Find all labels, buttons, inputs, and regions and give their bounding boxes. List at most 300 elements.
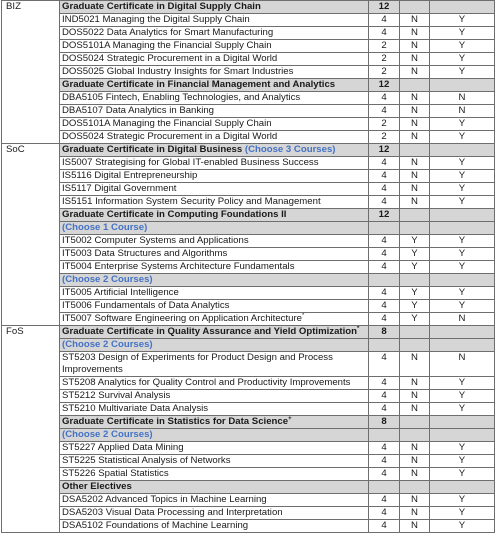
units-cell — [369, 339, 400, 352]
units-cell — [369, 287, 400, 300]
units-value: 2 — [381, 40, 387, 51]
choose-note-cell — [60, 274, 369, 287]
table-row — [2, 287, 495, 300]
units-cell — [369, 248, 400, 261]
course-title: DOS5022 Data Analytics for Smart Manufacturing — [62, 27, 274, 38]
choose-note: (Choose 3 Courses) — [244, 144, 336, 155]
column-4-cell — [430, 92, 495, 105]
units-cell — [369, 1, 400, 14]
certificate-title: Graduate Certificate in Digital Supply Chain — [62, 1, 261, 12]
course-title-cell — [60, 170, 369, 183]
table-row — [2, 494, 495, 507]
course-title: DBA5107 Data Analytics in Banking — [62, 105, 214, 116]
course-title-cell — [60, 390, 369, 403]
units-cell — [369, 235, 400, 248]
column-4-cell — [430, 79, 495, 92]
units-value: 4 — [381, 170, 387, 181]
units-value: 12 — [378, 1, 390, 12]
course-title: ST5227 Applied Data Mining — [62, 442, 184, 453]
column-4-cell — [430, 222, 495, 235]
column-4-cell — [430, 468, 495, 481]
column-3-cell — [400, 248, 430, 261]
table-row — [2, 442, 495, 455]
units-value: 4 — [381, 27, 387, 38]
column-3-cell — [400, 92, 430, 105]
course-title: DSA5202 Advanced Topics in Machine Learning — [62, 494, 267, 505]
units-value: 4 — [381, 196, 387, 207]
course-title-cell — [60, 53, 369, 66]
certificate-title-cell — [60, 326, 369, 339]
column-4-cell — [430, 27, 495, 40]
column-3-cell — [400, 144, 430, 157]
units-cell — [369, 170, 400, 183]
units-cell — [369, 196, 400, 209]
table-row — [2, 14, 495, 27]
table-row — [2, 183, 495, 196]
column-4-value: Y — [458, 118, 466, 129]
column-4-cell — [430, 209, 495, 222]
column-4-value: Y — [458, 390, 466, 401]
column-3-cell — [400, 274, 430, 287]
units-value: 4 — [381, 105, 387, 116]
column-4-cell — [430, 1, 495, 14]
units-value: 4 — [381, 520, 387, 531]
column-4-value: Y — [458, 157, 466, 168]
course-title-cell — [60, 468, 369, 481]
faculty-cell — [2, 1, 60, 144]
column-3-cell — [400, 481, 430, 494]
column-3-value: N — [411, 53, 418, 64]
table-row — [2, 403, 495, 416]
column-3-cell — [400, 300, 430, 313]
column-3-cell — [400, 313, 430, 326]
units-value: 4 — [381, 455, 387, 466]
column-3-cell — [400, 520, 430, 533]
column-3-value: N — [411, 390, 418, 401]
choose-note: (Choose 1 Course) — [62, 222, 148, 233]
certificate-title-cell — [60, 79, 369, 92]
course-title-cell — [60, 40, 369, 53]
column-4-value: Y — [458, 261, 466, 272]
units-cell — [369, 79, 400, 92]
course-title-cell — [60, 118, 369, 131]
units-value: 2 — [381, 53, 387, 64]
course-title: ST5225 Statistical Analysis of Networks — [62, 455, 231, 466]
course-title: ST5208 Analytics for Quality Control and Productivity Improvements — [62, 377, 351, 388]
footnote-mark: + — [288, 415, 292, 422]
units-cell — [369, 403, 400, 416]
certificate-title-cell — [60, 209, 369, 222]
course-title-cell — [60, 403, 369, 416]
column-4-cell — [430, 390, 495, 403]
units-cell — [369, 92, 400, 105]
table-row — [2, 196, 495, 209]
column-4-value: Y — [458, 170, 466, 181]
column-3-cell — [400, 209, 430, 222]
course-title-cell — [60, 105, 369, 118]
column-3-cell — [400, 1, 430, 14]
column-3-value: Y — [411, 235, 418, 246]
column-4-value: Y — [458, 494, 466, 505]
course-title: ST5212 Survival Analysis — [62, 390, 171, 401]
units-cell — [369, 520, 400, 533]
table-row — [2, 352, 495, 377]
course-title: DOS5025 Global Industry Insights for Smart Industries — [62, 66, 294, 77]
course-title: IS5116 Digital Entrepreneurship — [62, 170, 198, 181]
column-3-value: Y — [411, 300, 418, 311]
units-cell — [369, 390, 400, 403]
course-title-cell — [60, 235, 369, 248]
certificate-title: Graduate Certificate in Digital Business — [62, 144, 243, 155]
units-value: 4 — [381, 92, 387, 103]
units-cell — [369, 118, 400, 131]
column-4-value: Y — [458, 40, 466, 51]
column-4-value: N — [458, 92, 466, 103]
column-3-cell — [400, 170, 430, 183]
units-value: 4 — [381, 287, 387, 298]
column-3-cell — [400, 105, 430, 118]
column-3-cell — [400, 442, 430, 455]
units-value: 4 — [381, 248, 387, 259]
course-title-cell — [60, 520, 369, 533]
course-title: DSA5102 Foundations of Machine Learning — [62, 520, 249, 531]
units-value: 4 — [381, 313, 387, 324]
units-value: 4 — [381, 183, 387, 194]
column-3-value: Y — [411, 287, 418, 298]
course-title: IT5003 Data Structures and Algorithms — [62, 248, 228, 259]
course-title-cell — [60, 248, 369, 261]
units-value: 2 — [381, 66, 387, 77]
course-title: DOS5024 Strategic Procurement in a Digital World — [62, 131, 278, 142]
column-3-value: N — [411, 170, 418, 181]
units-cell — [369, 494, 400, 507]
table-row — [2, 235, 495, 248]
column-3-value: N — [411, 507, 418, 518]
certificate-header-row — [2, 481, 495, 494]
column-4-cell — [430, 352, 495, 377]
column-3-cell — [400, 416, 430, 429]
units-cell — [369, 416, 400, 429]
column-3-value: N — [411, 105, 418, 116]
column-3-value: N — [411, 14, 418, 25]
column-4-value: Y — [458, 196, 466, 207]
column-4-value: Y — [458, 403, 466, 414]
table-row — [2, 27, 495, 40]
course-title: IT5007 Software Engineering on Application Architecture — [62, 313, 302, 324]
column-3-cell — [400, 157, 430, 170]
column-3-value: N — [411, 157, 418, 168]
course-title: IS5151 Information System Security Policy and Management — [62, 196, 321, 207]
units-value: 12 — [378, 209, 390, 220]
certificate-title: Graduate Certificate in Computing Foundations II — [62, 209, 287, 220]
column-4-value: Y — [458, 27, 466, 38]
units-cell — [369, 131, 400, 144]
column-4-cell — [430, 118, 495, 131]
column-3-value: N — [411, 66, 418, 77]
course-title: IT5006 Fundamentals of Data Analytics — [62, 300, 230, 311]
column-3-cell — [400, 118, 430, 131]
course-title-cell — [60, 131, 369, 144]
course-title: IT5004 Enterprise Systems Architecture Fundamentals — [62, 261, 295, 272]
course-title-cell — [60, 66, 369, 79]
column-3-value: N — [411, 377, 418, 388]
column-4-cell — [430, 105, 495, 118]
column-4-cell — [430, 235, 495, 248]
column-4-cell — [430, 287, 495, 300]
column-4-cell — [430, 403, 495, 416]
column-3-cell — [400, 261, 430, 274]
units-value: 4 — [381, 390, 387, 401]
column-4-cell — [430, 313, 495, 326]
column-3-value: N — [411, 468, 418, 479]
column-3-value: N — [411, 494, 418, 505]
course-title: ST5226 Spatial Statistics — [62, 468, 169, 479]
units-value: 2 — [381, 118, 387, 129]
column-4-value: Y — [458, 131, 466, 142]
column-3-value: N — [411, 92, 418, 103]
column-4-cell — [430, 300, 495, 313]
choose-note: (Choose 2 Courses) — [62, 274, 153, 285]
column-3-value: N — [411, 455, 418, 466]
units-cell — [369, 144, 400, 157]
certificate-header-row — [2, 79, 495, 92]
course-title: IS5117 Digital Government — [62, 183, 177, 194]
column-4-cell — [430, 507, 495, 520]
units-value: 4 — [381, 14, 387, 25]
units-value: 4 — [381, 507, 387, 518]
units-cell — [369, 468, 400, 481]
column-3-cell — [400, 429, 430, 442]
column-3-value: Y — [411, 248, 418, 259]
units-cell — [369, 105, 400, 118]
column-4-cell — [430, 455, 495, 468]
units-cell — [369, 481, 400, 494]
column-4-cell — [430, 131, 495, 144]
certificate-title: Graduate Certificate in Quality Assurance and Yield Optimization — [62, 326, 357, 337]
choose-note-cell — [60, 339, 369, 352]
table-row — [2, 377, 495, 390]
course-title-cell — [60, 92, 369, 105]
table-row — [2, 170, 495, 183]
choose-row — [2, 222, 495, 235]
column-3-value: N — [411, 520, 418, 531]
column-4-cell — [430, 326, 495, 339]
column-3-value: N — [411, 27, 418, 38]
units-cell — [369, 40, 400, 53]
column-4-cell — [430, 442, 495, 455]
column-4-value: Y — [458, 66, 466, 77]
units-value: 8 — [381, 326, 387, 337]
footnote-mark: * — [302, 312, 305, 319]
table-row — [2, 313, 495, 326]
certificate-title-cell — [60, 144, 369, 157]
column-3-cell — [400, 403, 430, 416]
column-4-value: Y — [458, 14, 466, 25]
units-cell — [369, 274, 400, 287]
column-4-value: Y — [458, 183, 466, 194]
course-title-cell — [60, 494, 369, 507]
column-4-cell — [430, 429, 495, 442]
column-4-value: Y — [458, 442, 466, 453]
table-row — [2, 131, 495, 144]
units-cell — [369, 261, 400, 274]
table-row — [2, 468, 495, 481]
course-title: IT5002 Computer Systems and Applications — [62, 235, 249, 246]
units-value: 12 — [378, 79, 390, 90]
certificate-header-row — [2, 1, 495, 14]
table-row — [2, 261, 495, 274]
units-cell — [369, 183, 400, 196]
column-4-cell — [430, 261, 495, 274]
course-table — [1, 0, 495, 533]
column-4-value: Y — [458, 53, 466, 64]
column-4-value: N — [458, 313, 466, 324]
faculty-label: SoC — [6, 144, 25, 155]
table-row — [2, 520, 495, 533]
course-title: IND5021 Managing the Digital Supply Chain — [62, 14, 250, 25]
column-4-cell — [430, 14, 495, 27]
course-title: ST5203 Design of Experiments for Product Design and Process Improvements — [62, 352, 333, 375]
column-3-cell — [400, 27, 430, 40]
table-row — [2, 455, 495, 468]
choose-note: (Choose 2 Courses) — [62, 429, 153, 440]
column-3-cell — [400, 507, 430, 520]
column-3-value: N — [411, 40, 418, 51]
column-4-value: Y — [458, 300, 466, 311]
choose-row — [2, 429, 495, 442]
certificate-title: Graduate Certificate in Financial Management and Analytics — [62, 79, 336, 90]
units-cell — [369, 455, 400, 468]
units-value: 4 — [381, 157, 387, 168]
column-3-value: N — [411, 131, 418, 142]
column-3-cell — [400, 131, 430, 144]
units-cell — [369, 507, 400, 520]
units-value: 8 — [381, 416, 387, 427]
column-3-cell — [400, 79, 430, 92]
column-3-cell — [400, 494, 430, 507]
table-row — [2, 390, 495, 403]
column-4-value: Y — [458, 248, 466, 259]
units-value: 4 — [381, 494, 387, 505]
column-4-cell — [430, 157, 495, 170]
column-3-cell — [400, 235, 430, 248]
column-3-value: Y — [411, 313, 418, 324]
column-3-cell — [400, 326, 430, 339]
certificate-title-cell — [60, 481, 369, 494]
column-4-cell — [430, 196, 495, 209]
table-row — [2, 66, 495, 79]
column-4-cell — [430, 53, 495, 66]
column-3-cell — [400, 222, 430, 235]
column-3-value: N — [411, 196, 418, 207]
units-cell — [369, 27, 400, 40]
column-4-value: Y — [458, 455, 466, 466]
units-cell — [369, 429, 400, 442]
column-4-value: Y — [458, 235, 466, 246]
column-3-cell — [400, 287, 430, 300]
units-cell — [369, 222, 400, 235]
table-row — [2, 118, 495, 131]
units-value: 4 — [381, 403, 387, 414]
certificate-title: Graduate Certificate in Statistics for Data Science — [62, 416, 289, 427]
column-3-value: N — [411, 442, 418, 453]
column-3-value: N — [411, 403, 418, 414]
course-title-cell — [60, 507, 369, 520]
course-table-body — [2, 1, 495, 533]
course-title-cell — [60, 442, 369, 455]
choose-note-cell — [60, 429, 369, 442]
course-title-cell — [60, 157, 369, 170]
course-title-cell — [60, 261, 369, 274]
certificate-header-row — [2, 144, 495, 157]
table-row — [2, 40, 495, 53]
column-4-value: Y — [458, 520, 466, 531]
column-3-cell — [400, 14, 430, 27]
choose-note: (Choose 2 Courses) — [62, 339, 153, 350]
course-title-cell — [60, 183, 369, 196]
course-title: IS5007 Strategising for Global IT-enabled Business Success — [62, 157, 319, 168]
column-4-cell — [430, 377, 495, 390]
certificate-header-row — [2, 209, 495, 222]
units-value: 4 — [381, 352, 387, 363]
course-title: DOS5101A Managing the Financial Supply Chain — [62, 40, 272, 51]
units-value: 4 — [381, 300, 387, 311]
units-cell — [369, 313, 400, 326]
column-3-cell — [400, 40, 430, 53]
course-title: DSA5203 Visual Data Processing and Interpretation — [62, 507, 283, 518]
column-4-value: Y — [458, 507, 466, 518]
faculty-label: FoS — [6, 326, 24, 337]
column-4-cell — [430, 416, 495, 429]
column-4-cell — [430, 481, 495, 494]
table-row — [2, 105, 495, 118]
certificate-header-row — [2, 416, 495, 429]
table-row — [2, 92, 495, 105]
column-3-value: N — [411, 352, 418, 363]
faculty-label: BIZ — [6, 1, 21, 12]
units-cell — [369, 442, 400, 455]
column-4-cell — [430, 170, 495, 183]
column-3-value: N — [411, 183, 418, 194]
choose-row — [2, 274, 495, 287]
faculty-cell — [2, 326, 60, 533]
course-title-cell — [60, 377, 369, 390]
column-4-cell — [430, 339, 495, 352]
column-4-cell — [430, 248, 495, 261]
table-row — [2, 248, 495, 261]
certificate-title-cell — [60, 1, 369, 14]
column-3-cell — [400, 196, 430, 209]
column-4-value: Y — [458, 287, 466, 298]
column-3-cell — [400, 455, 430, 468]
table-row — [2, 157, 495, 170]
column-3-cell — [400, 66, 430, 79]
units-cell — [369, 326, 400, 339]
course-title: ST5210 Multivariate Data Analysis — [62, 403, 209, 414]
units-cell — [369, 157, 400, 170]
units-value: 2 — [381, 131, 387, 142]
table-row — [2, 53, 495, 66]
column-3-cell — [400, 339, 430, 352]
units-cell — [369, 66, 400, 79]
course-title-cell — [60, 14, 369, 27]
units-cell — [369, 352, 400, 377]
footnote-mark: * — [357, 325, 360, 332]
certificate-header-row — [2, 326, 495, 339]
column-4-cell — [430, 40, 495, 53]
course-title-cell — [60, 287, 369, 300]
units-value: 4 — [381, 468, 387, 479]
